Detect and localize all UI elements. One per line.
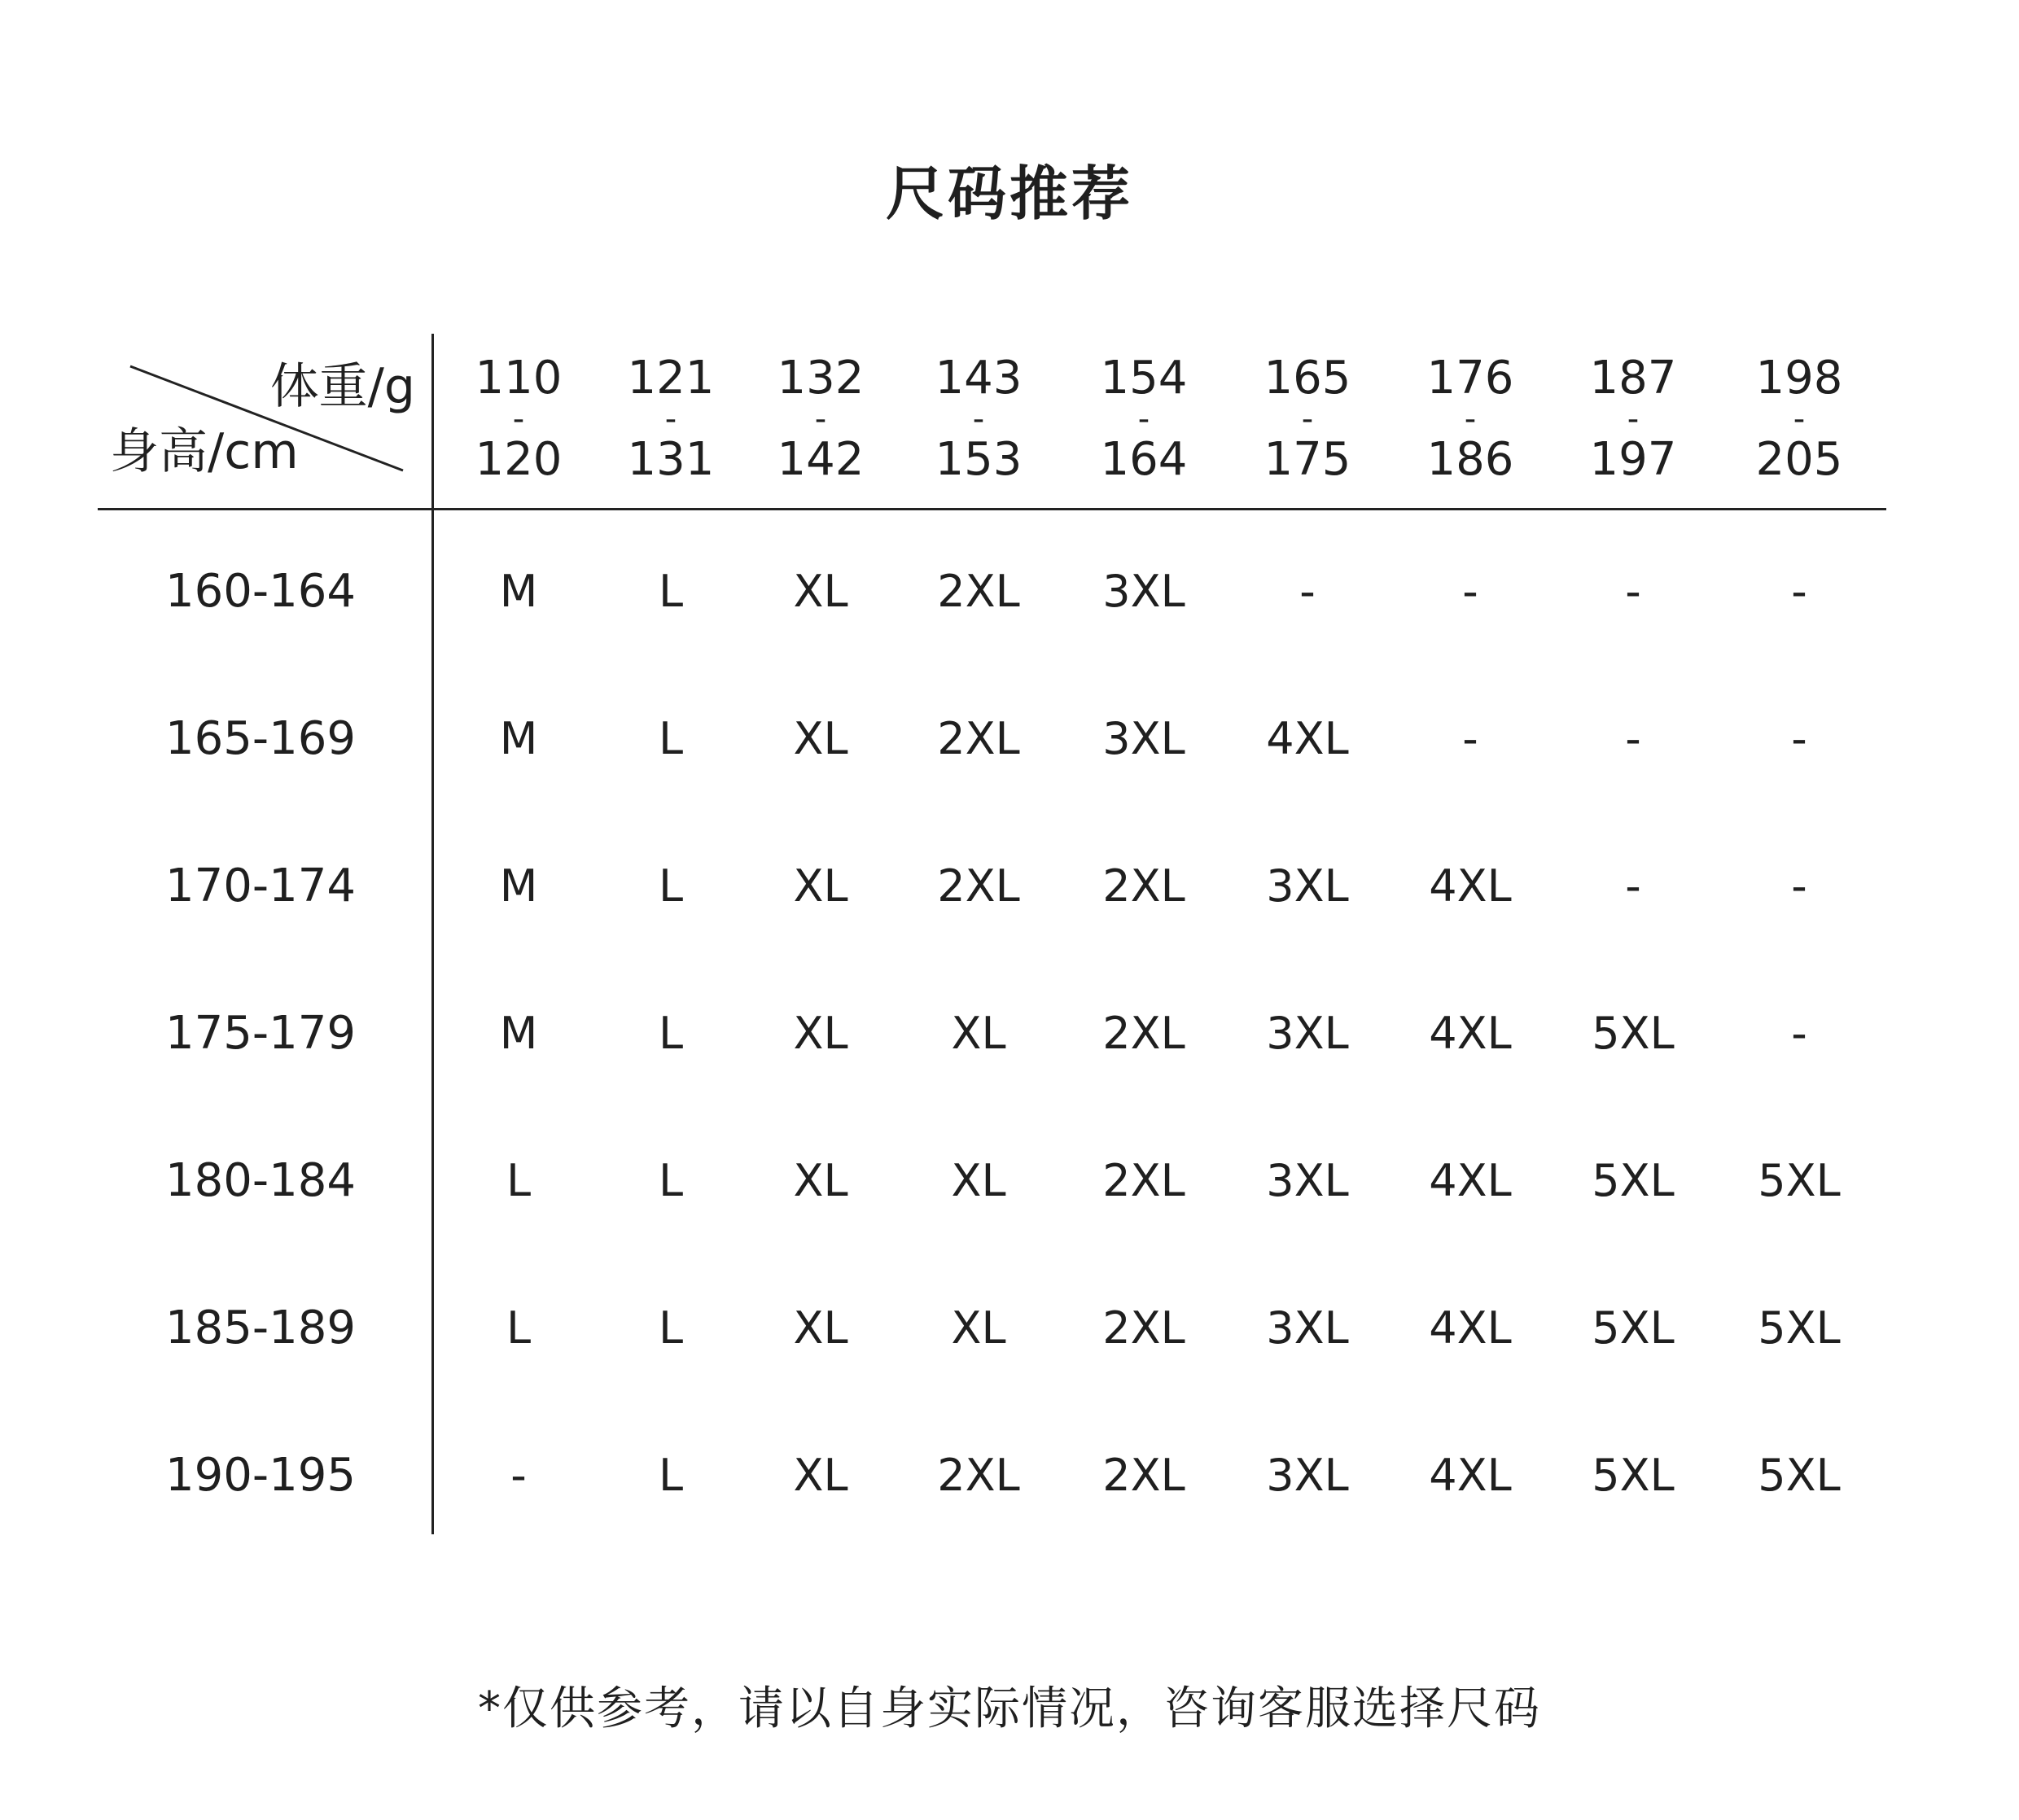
size-cell: 4XL xyxy=(1429,1008,1512,1059)
size-cell: L xyxy=(658,1302,684,1354)
size-cell: 4XL xyxy=(1429,1302,1512,1354)
table-row xyxy=(0,694,2019,784)
size-cell: - xyxy=(1462,566,1478,617)
size-cell: L xyxy=(658,713,684,764)
weight-range-high: 142 xyxy=(777,433,865,486)
height-range-cell: 175-179 xyxy=(165,1007,356,1060)
size-cell: 5XL xyxy=(1592,1155,1675,1206)
height-range-cell: 190-195 xyxy=(165,1449,356,1502)
size-cell: 3XL xyxy=(1266,1450,1349,1501)
size-cell: 5XL xyxy=(1758,1302,1841,1354)
weight-range-separator: - xyxy=(512,400,525,438)
size-cell: 2XL xyxy=(1102,1155,1185,1206)
size-cell: L xyxy=(506,1302,532,1354)
weight-range-low: 110 xyxy=(475,352,563,405)
weight-range-low: 132 xyxy=(777,352,865,405)
size-cell: 2XL xyxy=(1102,1008,1185,1059)
weight-range-header xyxy=(589,346,752,492)
size-cell: - xyxy=(1791,566,1807,617)
weight-range-high: 186 xyxy=(1426,433,1514,486)
weight-range-header xyxy=(1718,346,1881,492)
height-range-cell: 165-169 xyxy=(165,712,356,765)
size-cell: XL xyxy=(793,1008,848,1059)
size-cell: 2XL xyxy=(937,860,1020,912)
table-row xyxy=(0,1136,2019,1226)
size-cell: XL xyxy=(793,860,848,912)
weight-axis-label: 体重/g xyxy=(269,358,415,415)
size-cell: XL xyxy=(951,1302,1006,1354)
disclaimer-note: *仅供参考，请以自身实际情况，咨询客服选择尺码 xyxy=(478,1682,1541,1735)
size-cell: 4XL xyxy=(1429,1450,1512,1501)
size-cell: - xyxy=(510,1450,527,1501)
weight-range-high: 153 xyxy=(935,433,1023,486)
size-cell: 5XL xyxy=(1758,1450,1841,1501)
size-cell: XL xyxy=(793,713,848,764)
weight-range-high: 164 xyxy=(1100,433,1188,486)
size-cell: XL xyxy=(951,1008,1006,1059)
weight-range-high: 120 xyxy=(475,433,563,486)
table-horizontal-divider xyxy=(98,508,1886,510)
size-cell: L xyxy=(506,1155,532,1206)
weight-range-separator: - xyxy=(1627,400,1640,438)
size-cell: 3XL xyxy=(1266,1155,1349,1206)
size-cell: XL xyxy=(793,1302,848,1354)
size-cell: 2XL xyxy=(1102,1450,1185,1501)
weight-range-low: 187 xyxy=(1589,352,1677,405)
weight-range-separator: - xyxy=(1137,400,1150,438)
size-cell: - xyxy=(1791,713,1807,764)
weight-range-high: 131 xyxy=(627,433,715,486)
size-cell: 3XL xyxy=(1266,860,1349,912)
weight-range-separator: - xyxy=(664,400,677,438)
size-cell: - xyxy=(1625,713,1641,764)
weight-range-high: 197 xyxy=(1589,433,1677,486)
table-corner-header xyxy=(98,334,431,497)
size-cell: 2XL xyxy=(1102,1302,1185,1354)
size-cell: 2XL xyxy=(1102,860,1185,912)
weight-range-separator: - xyxy=(814,400,827,438)
size-cell: 4XL xyxy=(1429,1155,1512,1206)
size-cell: M xyxy=(499,860,538,912)
size-cell: 2XL xyxy=(937,713,1020,764)
size-cell: XL xyxy=(793,566,848,617)
size-cell: XL xyxy=(793,1450,848,1501)
size-cell: 5XL xyxy=(1592,1008,1675,1059)
weight-range-high: 175 xyxy=(1264,433,1351,486)
page-title: 尺码推荐 xyxy=(885,160,1133,228)
size-cell: - xyxy=(1462,713,1478,764)
table-row xyxy=(0,1431,2019,1520)
size-cell: 3XL xyxy=(1102,566,1185,617)
weight-range-separator: - xyxy=(1301,400,1314,438)
size-cell: L xyxy=(658,860,684,912)
height-range-cell: 180-184 xyxy=(165,1154,356,1207)
size-cell: L xyxy=(658,1008,684,1059)
size-cell: L xyxy=(658,1155,684,1206)
size-cell: 4XL xyxy=(1266,713,1349,764)
size-cell: 5XL xyxy=(1592,1302,1675,1354)
size-cell: L xyxy=(658,1450,684,1501)
weight-range-header xyxy=(1062,346,1225,492)
table-row xyxy=(0,989,2019,1078)
weight-range-low: 143 xyxy=(935,352,1023,405)
weight-range-separator: - xyxy=(1464,400,1477,438)
size-cell: - xyxy=(1625,860,1641,912)
size-cell: XL xyxy=(951,1155,1006,1206)
size-cell: M xyxy=(499,1008,538,1059)
height-range-cell: 160-164 xyxy=(165,565,356,618)
table-row xyxy=(0,1284,2019,1373)
weight-range-high: 205 xyxy=(1755,433,1843,486)
size-cell: 2XL xyxy=(937,1450,1020,1501)
size-cell: L xyxy=(658,566,684,617)
weight-range-low: 154 xyxy=(1100,352,1188,405)
weight-range-low: 198 xyxy=(1755,352,1843,405)
height-range-cell: 170-174 xyxy=(165,860,356,912)
size-cell: - xyxy=(1625,566,1641,617)
height-range-cell: 185-189 xyxy=(165,1302,356,1354)
weight-range-header xyxy=(1226,346,1389,492)
weight-range-low: 165 xyxy=(1264,352,1351,405)
size-cell: M xyxy=(499,713,538,764)
size-cell: - xyxy=(1791,860,1807,912)
size-cell: XL xyxy=(793,1155,848,1206)
weight-range-low: 121 xyxy=(627,352,715,405)
size-cell: 5XL xyxy=(1758,1155,1841,1206)
weight-range-header xyxy=(1552,346,1715,492)
size-cell: 3XL xyxy=(1266,1302,1349,1354)
weight-range-header xyxy=(1389,346,1552,492)
size-cell: - xyxy=(1791,1008,1807,1059)
size-cell: 3XL xyxy=(1102,713,1185,764)
weight-range-header xyxy=(739,346,902,492)
size-cell: - xyxy=(1299,566,1316,617)
weight-range-separator: - xyxy=(972,400,985,438)
height-axis-label: 身高/cm xyxy=(110,423,299,480)
weight-range-header xyxy=(437,346,600,492)
weight-range-header xyxy=(897,346,1060,492)
weight-range-separator: - xyxy=(1793,400,1806,438)
size-cell: M xyxy=(499,566,538,617)
size-cell: 3XL xyxy=(1266,1008,1349,1059)
size-cell: 5XL xyxy=(1592,1450,1675,1501)
weight-range-low: 176 xyxy=(1426,352,1514,405)
size-cell: 4XL xyxy=(1429,860,1512,912)
table-row xyxy=(0,547,2019,637)
table-row xyxy=(0,842,2019,931)
size-cell: 2XL xyxy=(937,566,1020,617)
